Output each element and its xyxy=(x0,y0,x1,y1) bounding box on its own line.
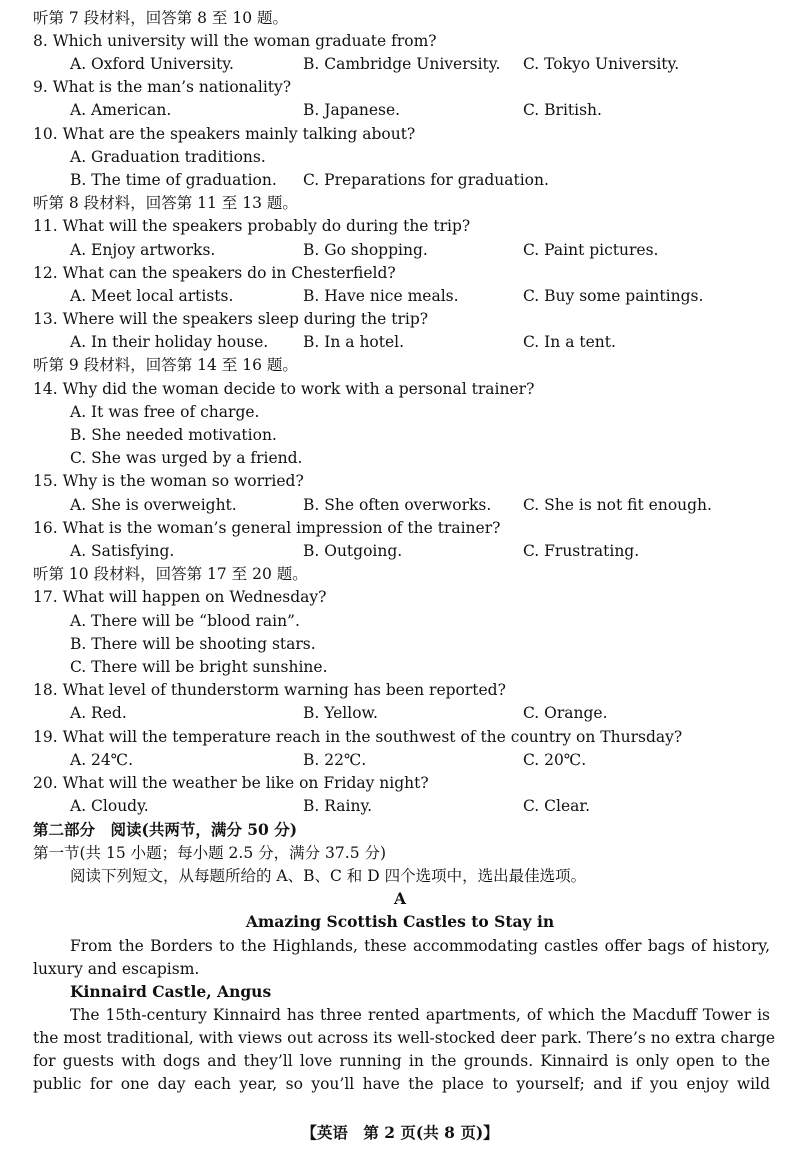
question-17-stem: 17. What will happen on Wednesday? xyxy=(33,588,327,606)
question-12-option-c: C. Buy some paintings. xyxy=(523,287,704,305)
passage-intro-line-2: luxury and escapism. xyxy=(33,960,200,978)
question-8-option-b: B. Cambridge University. xyxy=(303,55,501,73)
question-11-stem: 11. What will the speakers probably do during the trip? xyxy=(33,217,471,235)
question-15-stem: 15. Why is the woman so worried? xyxy=(33,472,304,490)
question-11-option-b: B. Go shopping. xyxy=(303,241,428,259)
section-header-7: 听第 7 段材料，回答第 8 至 10 题。 xyxy=(33,9,289,27)
passage-letter: A xyxy=(393,889,407,908)
paragraph-line-3: for guests with dogs and they’ll love running in the grounds. Kinnaird is only open to the xyxy=(33,1052,770,1070)
question-15-option-c: C. She is not fit enough. xyxy=(523,496,712,514)
question-10-option-c: C. Preparations for graduation. xyxy=(303,171,549,189)
question-11-option-c: C. Paint pictures. xyxy=(523,241,659,259)
question-15-option-b: B. She often overworks. xyxy=(303,496,492,514)
question-14-stem: 14. Why did the woman decide to work with a personal trainer? xyxy=(33,380,535,398)
section-header-8: 听第 8 段材料，回答第 11 至 13 题。 xyxy=(33,194,298,212)
question-19-option-c: C. 20℃. xyxy=(523,751,587,769)
question-10-option-a: A. Graduation traditions. xyxy=(70,148,266,166)
question-9-stem: 9. What is the man’s nationality? xyxy=(33,78,292,96)
question-18-option-b: B. Yellow. xyxy=(303,704,378,722)
question-9-option-c: C. British. xyxy=(523,101,602,119)
section-header-9: 听第 9 段材料，回答第 14 至 16 题。 xyxy=(33,356,298,374)
question-12-stem: 12. What can the speakers do in Chesterfield? xyxy=(33,264,396,282)
question-19-option-b: B. 22℃. xyxy=(303,751,367,769)
paragraph-line-2: the most traditional, with views out across its well-stocked deer park. There’s no extra charge xyxy=(33,1029,776,1047)
question-8-option-c: C. Tokyo University. xyxy=(523,55,680,73)
question-9-option-b: B. Japanese. xyxy=(303,101,401,119)
passage-intro-line-1: From the Borders to the Highlands, these accommodating castles offer bags of history, xyxy=(70,937,770,955)
question-17-option-c: C. There will be bright sunshine. xyxy=(70,658,328,676)
paragraph-line-1: The 15th-century Kinnaird has three rented apartments, of which the Macduff Tower is xyxy=(70,1006,770,1024)
question-19-option-a: A. 24℃. xyxy=(70,751,134,769)
question-13-option-a: A. In their holiday house. xyxy=(70,333,269,351)
question-11-option-a: A. Enjoy artworks. xyxy=(70,241,216,259)
question-18-stem: 18. What level of thunderstorm warning has been reported? xyxy=(33,681,506,699)
question-16-option-b: B. Outgoing. xyxy=(303,542,403,560)
question-12-option-a: A. Meet local artists. xyxy=(70,287,234,305)
question-20-option-c: C. Clear. xyxy=(523,797,591,815)
question-17-option-a: A. There will be “blood rain”. xyxy=(70,612,300,630)
question-13-option-b: B. In a hotel. xyxy=(303,333,405,351)
question-9-option-a: A. American. xyxy=(70,101,172,119)
question-13-option-c: C. In a tent. xyxy=(523,333,616,351)
question-12-option-b: B. Have nice meals. xyxy=(303,287,459,305)
question-18-option-c: C. Orange. xyxy=(523,704,608,722)
question-18-option-a: A. Red. xyxy=(70,704,127,722)
question-13-stem: 13. Where will the speakers sleep during the trip? xyxy=(33,310,429,328)
question-19-stem: 19. What will the temperature reach in the southwest of the country on Thursday? xyxy=(33,728,683,746)
question-20-stem: 20. What will the weather be like on Friday night? xyxy=(33,774,429,792)
question-17-option-b: B. There will be shooting stars. xyxy=(70,635,316,653)
question-16-stem: 16. What is the woman’s general impression of the trainer? xyxy=(33,519,501,537)
page-footer: 【英语 第 2 页(共 8 页)】 xyxy=(301,1123,499,1142)
question-14-option-a: A. It was free of charge. xyxy=(70,403,260,421)
question-8-stem: 8. Which university will the woman graduate from? xyxy=(33,32,437,50)
question-8-option-a: A. Oxford University. xyxy=(70,55,234,73)
part-two-title: 第二部分 阅读(共两节，满分 50 分) xyxy=(33,820,298,839)
question-16-option-a: A. Satisfying. xyxy=(70,542,175,560)
question-20-option-a: A. Cloudy. xyxy=(70,797,149,815)
section-header-10: 听第 10 段材料，回答第 17 至 20 题。 xyxy=(33,565,308,583)
question-14-option-b: B. She needed motivation. xyxy=(70,426,277,444)
question-14-option-c: C. She was urged by a friend. xyxy=(70,449,303,467)
question-20-option-b: B. Rainy. xyxy=(303,797,373,815)
passage-title: Amazing Scottish Castles to Stay in xyxy=(245,912,555,931)
question-10-stem: 10. What are the speakers mainly talking about? xyxy=(33,125,416,143)
question-10-option-b: B. The time of graduation. xyxy=(70,171,277,189)
reading-instructions: 阅读下列短文，从每题所给的 A、B、C 和 D 四个选项中，选出最佳选项。 xyxy=(70,867,587,885)
paragraph-line-4: public for one day each year, so you’ll have the place to yourself; and if you enjoy wild xyxy=(33,1075,770,1093)
question-15-option-a: A. She is overweight. xyxy=(70,496,237,514)
question-16-option-c: C. Frustrating. xyxy=(523,542,640,560)
subheading-kinnaird: Kinnaird Castle, Angus xyxy=(70,982,272,1001)
section-one-header: 第一节(共 15 小题；每小题 2.5 分，满分 37.5 分) xyxy=(33,844,387,862)
